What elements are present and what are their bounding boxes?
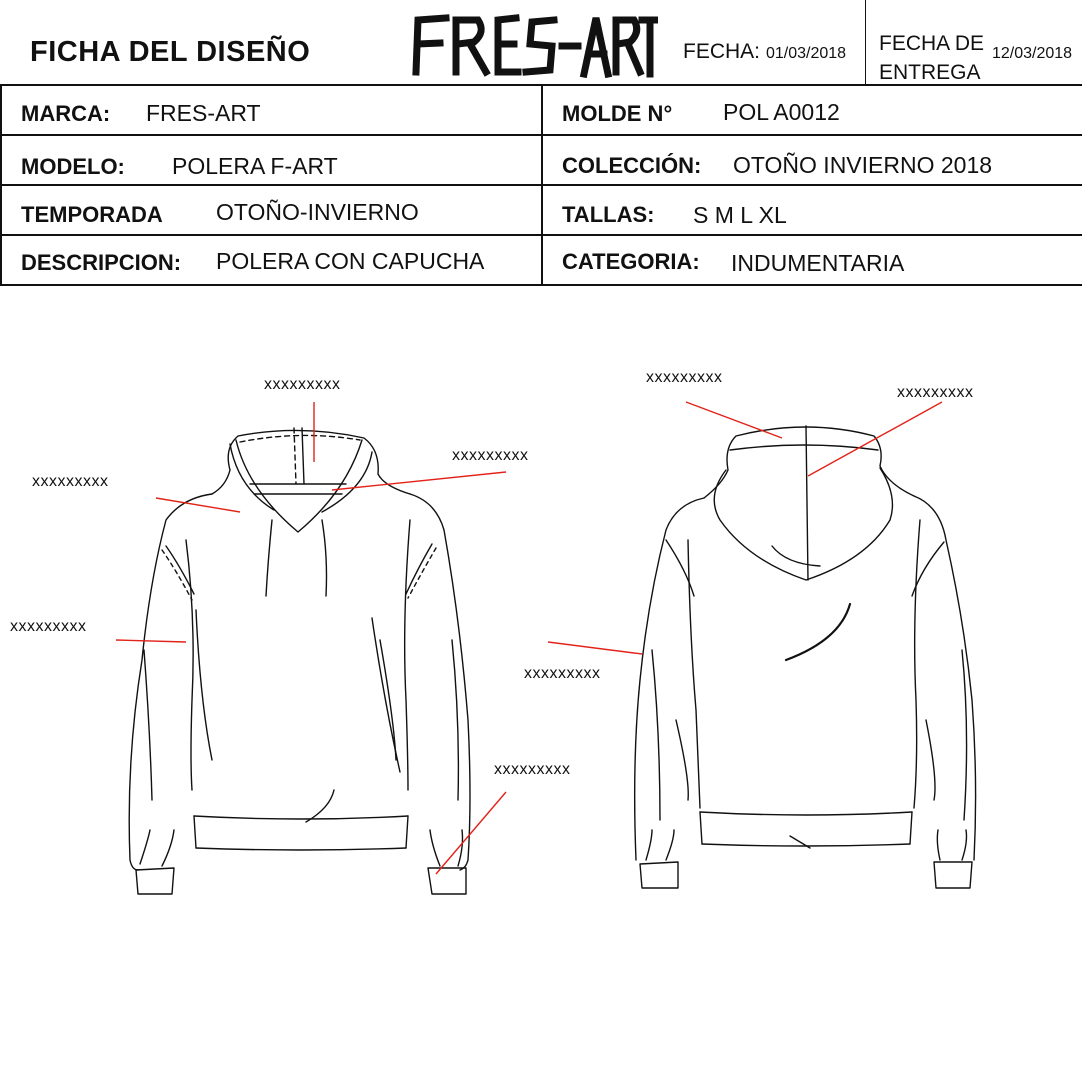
categoria-label: CATEGORIA:: [562, 249, 700, 274]
callout-front-cuff: xxxxxxxxx: [494, 761, 571, 778]
entrega-value: 12/03/2018: [992, 45, 1073, 62]
coleccion-value: OTOÑO INVIERNO 2018: [733, 152, 993, 178]
sheet-title: FICHA DEL DISEÑO: [30, 36, 311, 68]
entrega-label-line2: ENTREGA: [879, 61, 981, 84]
garment-sketches: [0, 290, 1082, 910]
tallas-label: TALLAS:: [562, 202, 655, 227]
entrega-label: [879, 29, 989, 87]
brand-logo: [408, 10, 658, 80]
table-line-mid: [541, 84, 543, 286]
front-hoodie-sketch: [129, 428, 470, 894]
molde-label: MOLDE N°: [562, 101, 673, 126]
table-line-left: [0, 84, 2, 286]
back-hoodie-sketch: [635, 426, 976, 888]
callout-back-sleeve: xxxxxxxxx: [524, 665, 601, 682]
fecha-value: 01/03/2018: [766, 45, 847, 62]
callout-back-hood-top: xxxxxxxxx: [646, 369, 723, 386]
leader-front-neck: [332, 472, 506, 490]
fecha-label: FECHA:: [683, 40, 761, 63]
callout-front-hood: xxxxxxxxx: [264, 376, 341, 393]
molde-value: POL A0012: [723, 99, 840, 125]
leader-front-cuff: [436, 792, 506, 874]
header-divider: [865, 0, 866, 84]
leader-front-sleeve: [116, 640, 186, 642]
callout-front-neck: xxxxxxxxx: [452, 447, 529, 464]
entrega-label-line1: FECHA DE: [879, 32, 985, 55]
coleccion-label: COLECCIÓN:: [562, 153, 702, 178]
temporada-label: TEMPORADA: [21, 202, 163, 227]
descripcion-label: DESCRIPCION:: [21, 250, 182, 275]
leader-front-shoulder: [156, 498, 240, 512]
leader-back-sleeve: [548, 642, 642, 654]
callout-front-shoulder: xxxxxxxxx: [32, 473, 109, 490]
callout-front-sleeve: xxxxxxxxx: [10, 618, 87, 635]
marca-label: MARCA:: [21, 101, 111, 126]
descripcion-value: POLERA CON CAPUCHA: [216, 248, 485, 274]
marca-value: FRES-ART: [146, 100, 261, 126]
temporada-value: OTOÑO-INVIERNO: [216, 199, 419, 225]
categoria-value: INDUMENTARIA: [731, 250, 905, 276]
leader-back-hood-top: [686, 402, 782, 438]
modelo-value: POLERA F-ART: [172, 153, 338, 179]
tallas-value: S M L XL: [693, 202, 787, 228]
modelo-label: MODELO:: [21, 154, 125, 179]
leader-back-hood-seam: [808, 402, 942, 476]
callout-back-hood-seam: xxxxxxxxx: [897, 384, 974, 401]
